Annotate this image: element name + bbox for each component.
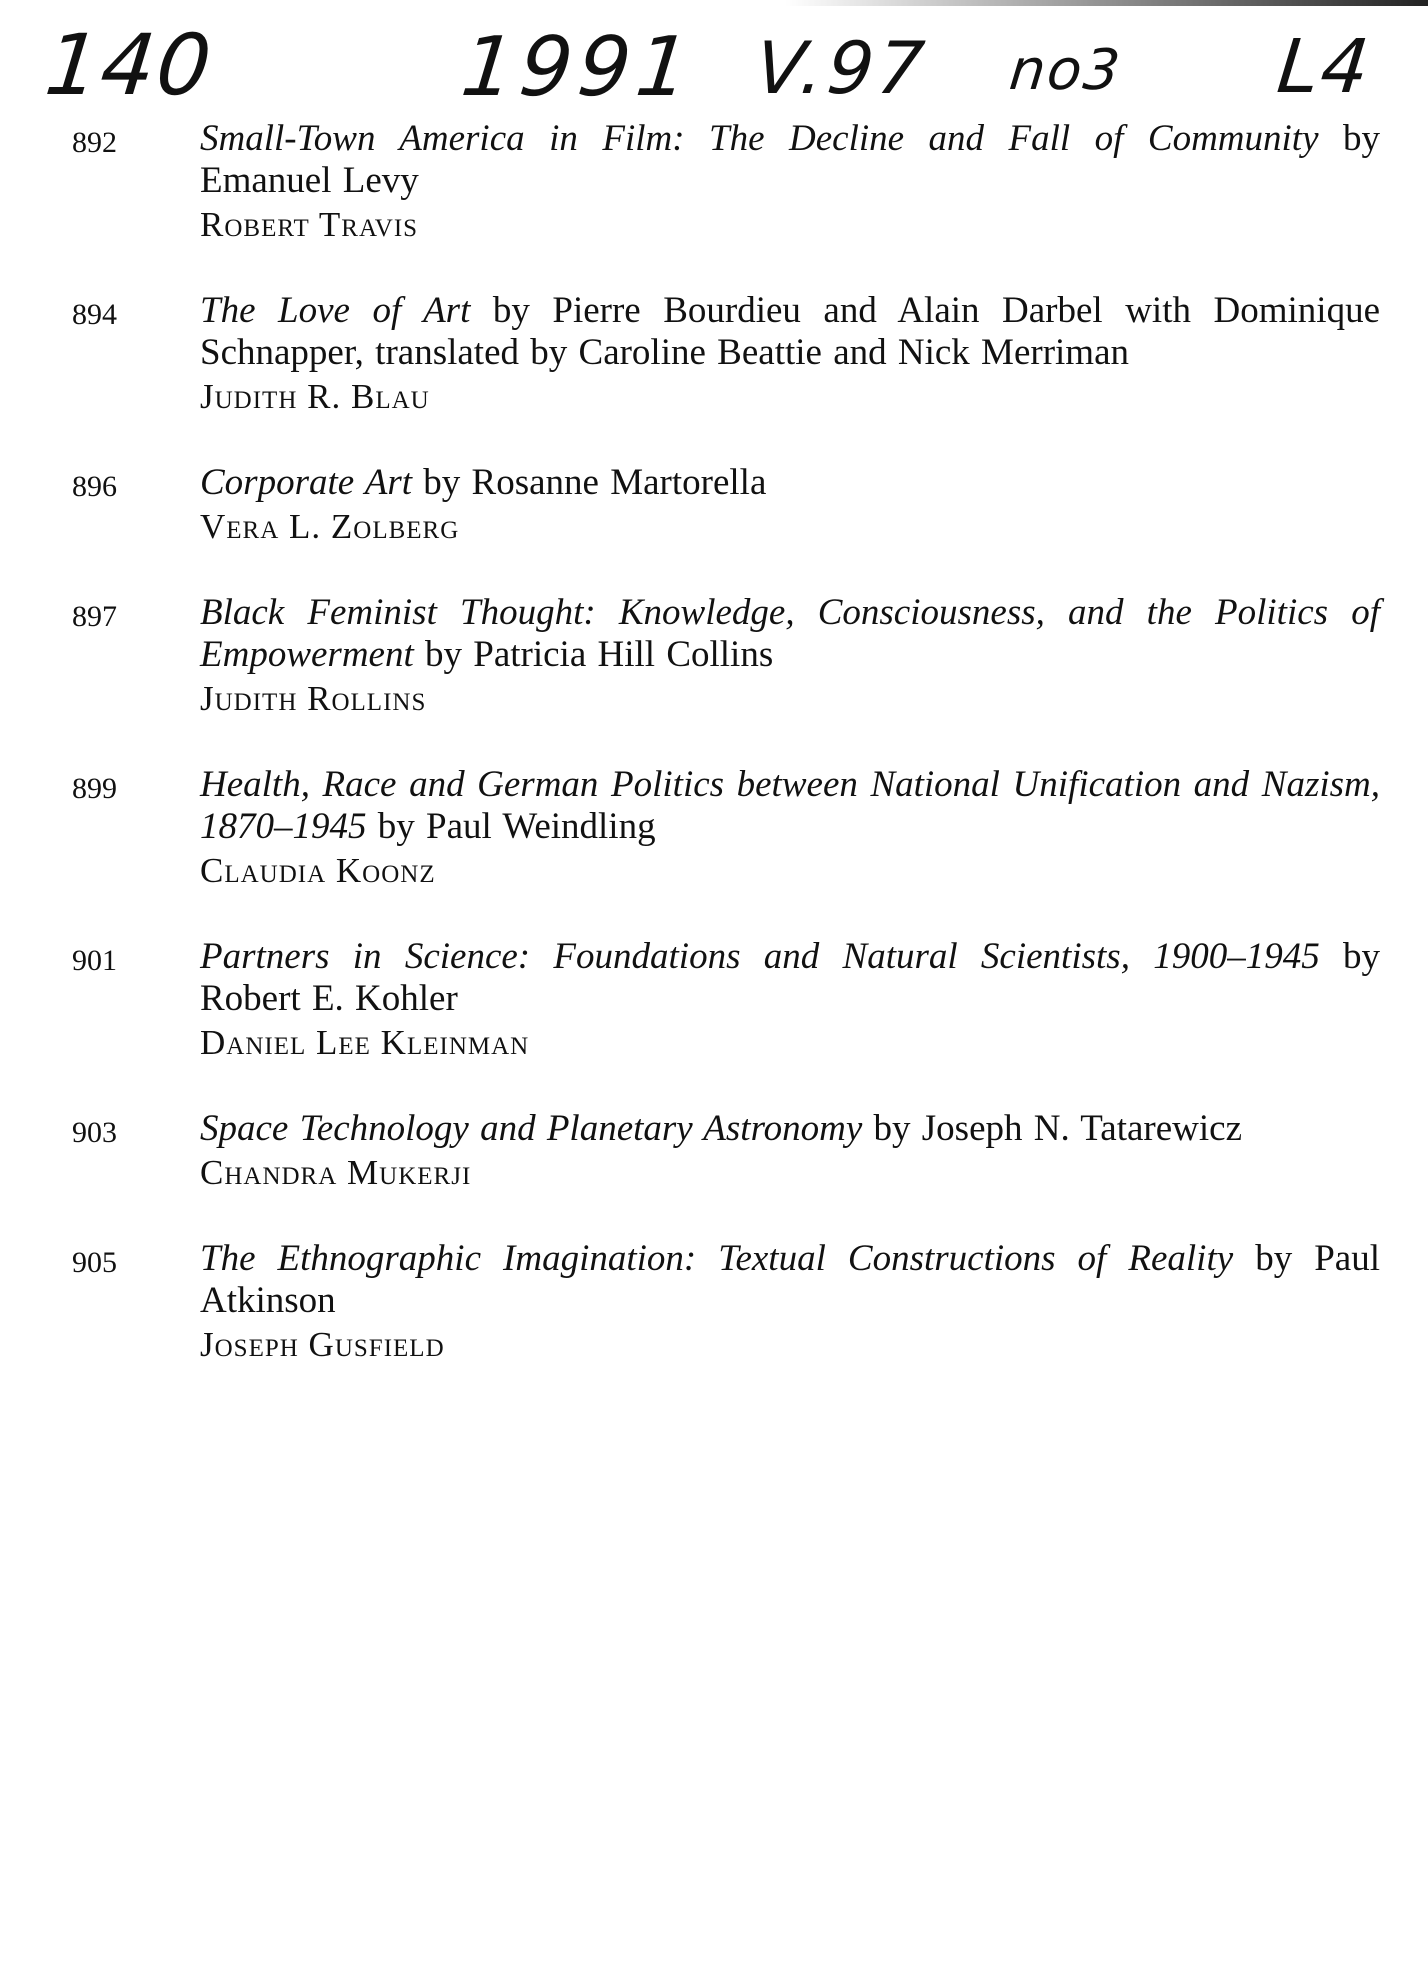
entry-body bbox=[200, 592, 1380, 722]
review-entry bbox=[0, 290, 1428, 420]
book-title: Space Technology and Planetary Astronomy bbox=[200, 1108, 863, 1149]
handwritten-issue: no3 bbox=[1006, 38, 1125, 103]
book-title: Black Feminist Thought: Knowledge, Consciousness, and the Politics of Empowerment bbox=[200, 592, 1380, 675]
review-entry bbox=[0, 764, 1428, 894]
book-byline: by Patricia Hill Collins bbox=[425, 634, 774, 675]
book-byline: by Rosanne Martorella bbox=[423, 462, 767, 503]
book-byline: by Emanuel Levy bbox=[200, 118, 1380, 201]
book-byline: by Paul Weindling bbox=[377, 806, 656, 847]
reviewer-name: Joseph Gusfield bbox=[200, 1325, 445, 1364]
review-entry bbox=[0, 118, 1428, 248]
book-title: Partners in Science: Foundations and Natural Scientists, 1900–1945 bbox=[200, 936, 1320, 977]
entry-body bbox=[200, 1238, 1380, 1368]
handwritten-shelf-note bbox=[0, 14, 1428, 124]
scan-edge-shadow bbox=[0, 0, 1428, 6]
entry-body bbox=[200, 1108, 1380, 1196]
entry-citation bbox=[200, 592, 1380, 676]
book-byline: by Joseph N. Tatarewicz bbox=[873, 1108, 1243, 1149]
entry-page-number: 903 bbox=[72, 1116, 117, 1149]
reviewer-name: Judith R. Blau bbox=[200, 377, 430, 416]
reviewer-name: Chandra Mukerji bbox=[200, 1153, 472, 1192]
reviewer-name: Judith Rollins bbox=[200, 679, 427, 718]
entry-body bbox=[200, 290, 1380, 420]
entry-citation bbox=[200, 290, 1380, 374]
review-entry bbox=[0, 1108, 1428, 1196]
entry-page-number: 896 bbox=[72, 470, 117, 503]
entry-body bbox=[200, 462, 1380, 550]
entry-page-number: 905 bbox=[72, 1246, 117, 1279]
book-title: The Ethnographic Imagination: Textual Constructions of Reality bbox=[200, 1238, 1234, 1279]
entry-citation bbox=[200, 118, 1380, 202]
review-entry bbox=[0, 936, 1428, 1066]
review-entry bbox=[0, 1238, 1428, 1368]
review-contents-list bbox=[0, 118, 1428, 1410]
book-title: Corporate Art bbox=[200, 462, 413, 503]
reviewer-name: Daniel Lee Kleinman bbox=[200, 1023, 530, 1062]
entry-page-number: 897 bbox=[72, 600, 117, 633]
book-title: Small-Town America in Film: The Decline and Fall of Community bbox=[200, 118, 1319, 159]
entry-body bbox=[200, 118, 1380, 248]
handwritten-number: 140 bbox=[40, 16, 218, 114]
review-entry bbox=[0, 592, 1428, 722]
entry-page-number: 894 bbox=[72, 298, 117, 331]
entry-body bbox=[200, 764, 1380, 894]
book-byline: by Robert E. Kohler bbox=[200, 936, 1381, 1019]
entry-citation bbox=[200, 462, 1380, 504]
entry-citation bbox=[200, 936, 1380, 1020]
handwritten-volume: V.97 bbox=[751, 26, 932, 110]
entry-citation bbox=[200, 1238, 1380, 1322]
entry-citation bbox=[200, 1108, 1380, 1150]
review-entry bbox=[0, 462, 1428, 550]
entry-page-number: 901 bbox=[72, 944, 117, 977]
book-byline: by Paul Atkinson bbox=[200, 1238, 1380, 1321]
handwritten-year: 1991 bbox=[457, 20, 700, 115]
handwritten-code: L4 bbox=[1273, 24, 1375, 110]
reviewer-name: Claudia Koonz bbox=[200, 851, 436, 890]
book-byline: by Pierre Bourdieu and Alain Darbel with Dominique Schnapper, translated by Caroline Beattie and Nick Merriman bbox=[200, 290, 1380, 373]
entry-body bbox=[200, 936, 1380, 1066]
reviewer-name: Vera L. Zolberg bbox=[200, 507, 460, 546]
book-title: Health, Race and German Politics between National Unification and Nazism, 1870–1945 bbox=[200, 764, 1380, 847]
book-title: The Love of Art bbox=[200, 290, 471, 331]
reviewer-name: Robert Travis bbox=[200, 205, 419, 244]
entry-page-number: 899 bbox=[72, 772, 117, 805]
entry-page-number: 892 bbox=[72, 126, 117, 159]
entry-citation bbox=[200, 764, 1380, 848]
